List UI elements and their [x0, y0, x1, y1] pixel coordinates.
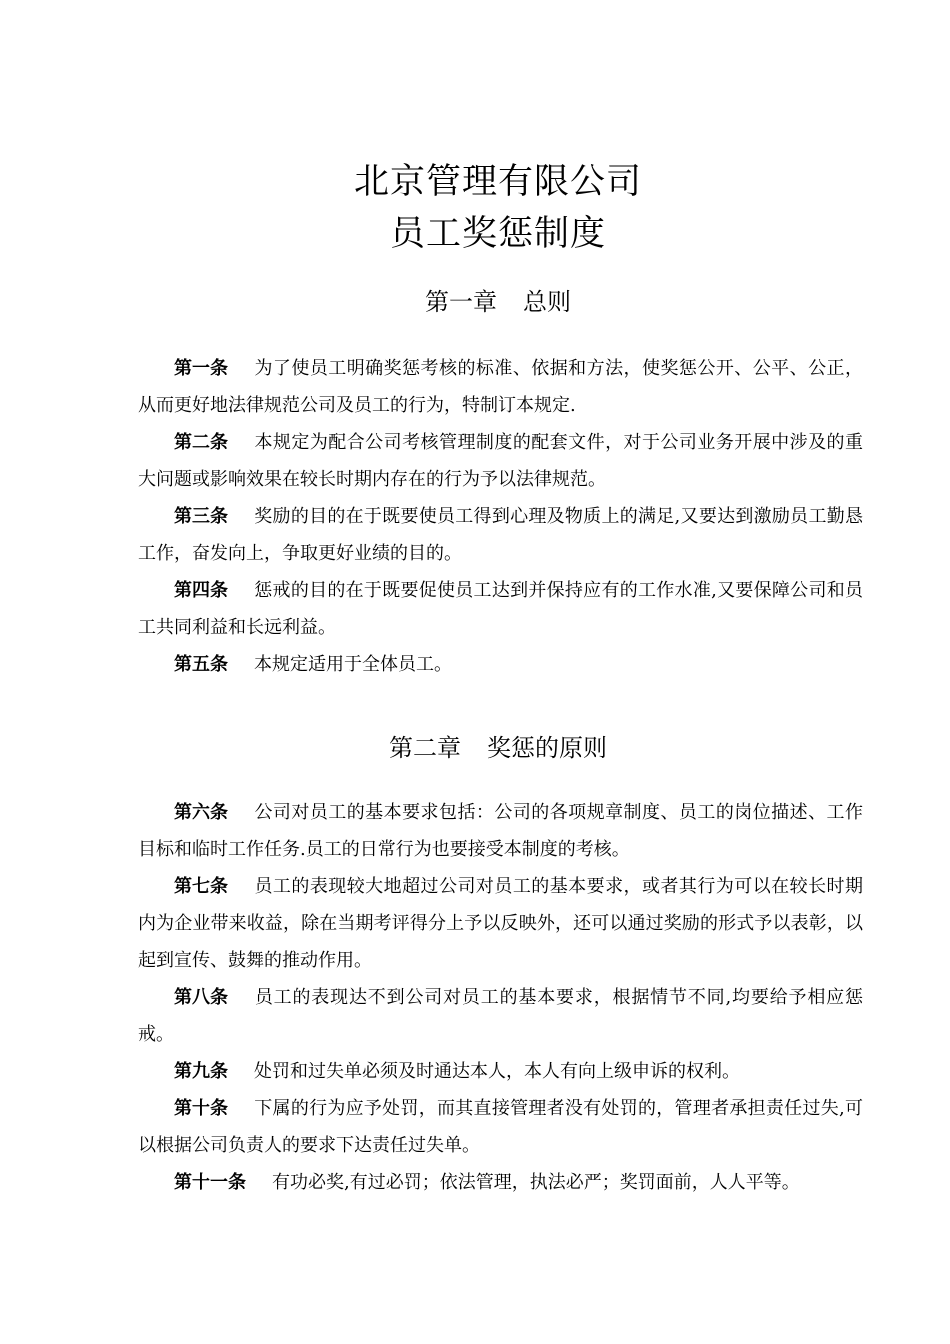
- article-label: 第八条: [174, 987, 228, 1008]
- chapter-heading: [0, 733, 950, 763]
- article: [138, 979, 863, 1053]
- article: [138, 868, 863, 979]
- article-text: 下属的行为应予处罚，而其直接管理者没有处罚的，管理者承担责任过失,可以根据公司负责人的要求下达责任过失单。: [138, 1098, 863, 1156]
- article-text: 公司对员工的基本要求包括：公司的各项规章制度、员工的岗位描述、工作目标和临时工作任务.员工的日常行为也要接受本制度的考核。: [138, 802, 863, 860]
- article: [138, 646, 863, 683]
- article-label: 第四条: [174, 580, 228, 601]
- article-label: 第十条: [174, 1098, 228, 1119]
- chapter-name: 总则: [523, 288, 571, 316]
- article: [138, 1164, 863, 1201]
- article: [138, 794, 863, 868]
- article-text: 员工的表现达不到公司对员工的基本要求，根据情节不同,均要给予相应惩戒。: [138, 987, 863, 1045]
- article-label: 第七条: [174, 876, 228, 897]
- article-label: 第十一条: [174, 1172, 246, 1193]
- article-text: 有功必奖,有过必罚；依法管理，执法必严；奖罚面前，人人平等。: [272, 1172, 800, 1193]
- article: [138, 1053, 863, 1090]
- article-label: 第五条: [174, 654, 228, 675]
- article: [138, 424, 863, 498]
- article: [138, 572, 863, 646]
- article-text: 为了使员工明确奖惩考核的标准、依据和方法，使奖惩公开、公平、公正，从而更好地法律规范公司及员工的行为，特制订本规定.: [138, 358, 863, 416]
- article-label: 第一条: [174, 358, 228, 379]
- chapter-name: 奖惩的原则: [487, 734, 607, 762]
- article-label: 第九条: [174, 1061, 228, 1082]
- article-label: 第三条: [174, 506, 228, 527]
- article-text: 员工的表现较大地超过公司对员工的基本要求，或者其行为可以在较长时期内为企业带来收益，除在当期考评得分上予以反映外，还可以通过奖励的形式予以表彰，以起到宣传、鼓舞的推动作用。: [138, 876, 863, 971]
- article: [138, 350, 863, 424]
- chapter-number: 第一章: [425, 288, 497, 316]
- chapter-heading: [0, 287, 950, 317]
- chapter-articles: [138, 350, 863, 683]
- article-text: 奖励的目的在于既要使员工得到心理及物质上的满足,又要达到激励员工勤恳工作，奋发向上，争取更好业绩的目的。: [138, 506, 863, 564]
- article: [138, 1090, 863, 1164]
- article-label: 第六条: [174, 802, 228, 823]
- article-label: 第二条: [174, 432, 228, 453]
- article-text: 本规定为配合公司考核管理制度的配套文件，对于公司业务开展中涉及的重大问题或影响效果在较长时期内存在的行为予以法律规范。: [138, 432, 863, 490]
- article-text: 惩戒的目的在于既要促使员工达到并保持应有的工作水准,又要保障公司和员工共同利益和长远利益。: [138, 580, 863, 638]
- article-text: 本规定适用于全体员工。: [254, 654, 452, 675]
- article: [138, 498, 863, 572]
- document-title-regulation: 员工奖惩制度: [389, 214, 606, 254]
- chapter-articles: [138, 794, 863, 1201]
- chapter-number: 第二章: [389, 734, 461, 762]
- document-title-company: 北京管理有限公司: [353, 162, 642, 202]
- article-text: 处罚和过失单必须及时通达本人，本人有向上级申诉的权利。: [254, 1061, 740, 1082]
